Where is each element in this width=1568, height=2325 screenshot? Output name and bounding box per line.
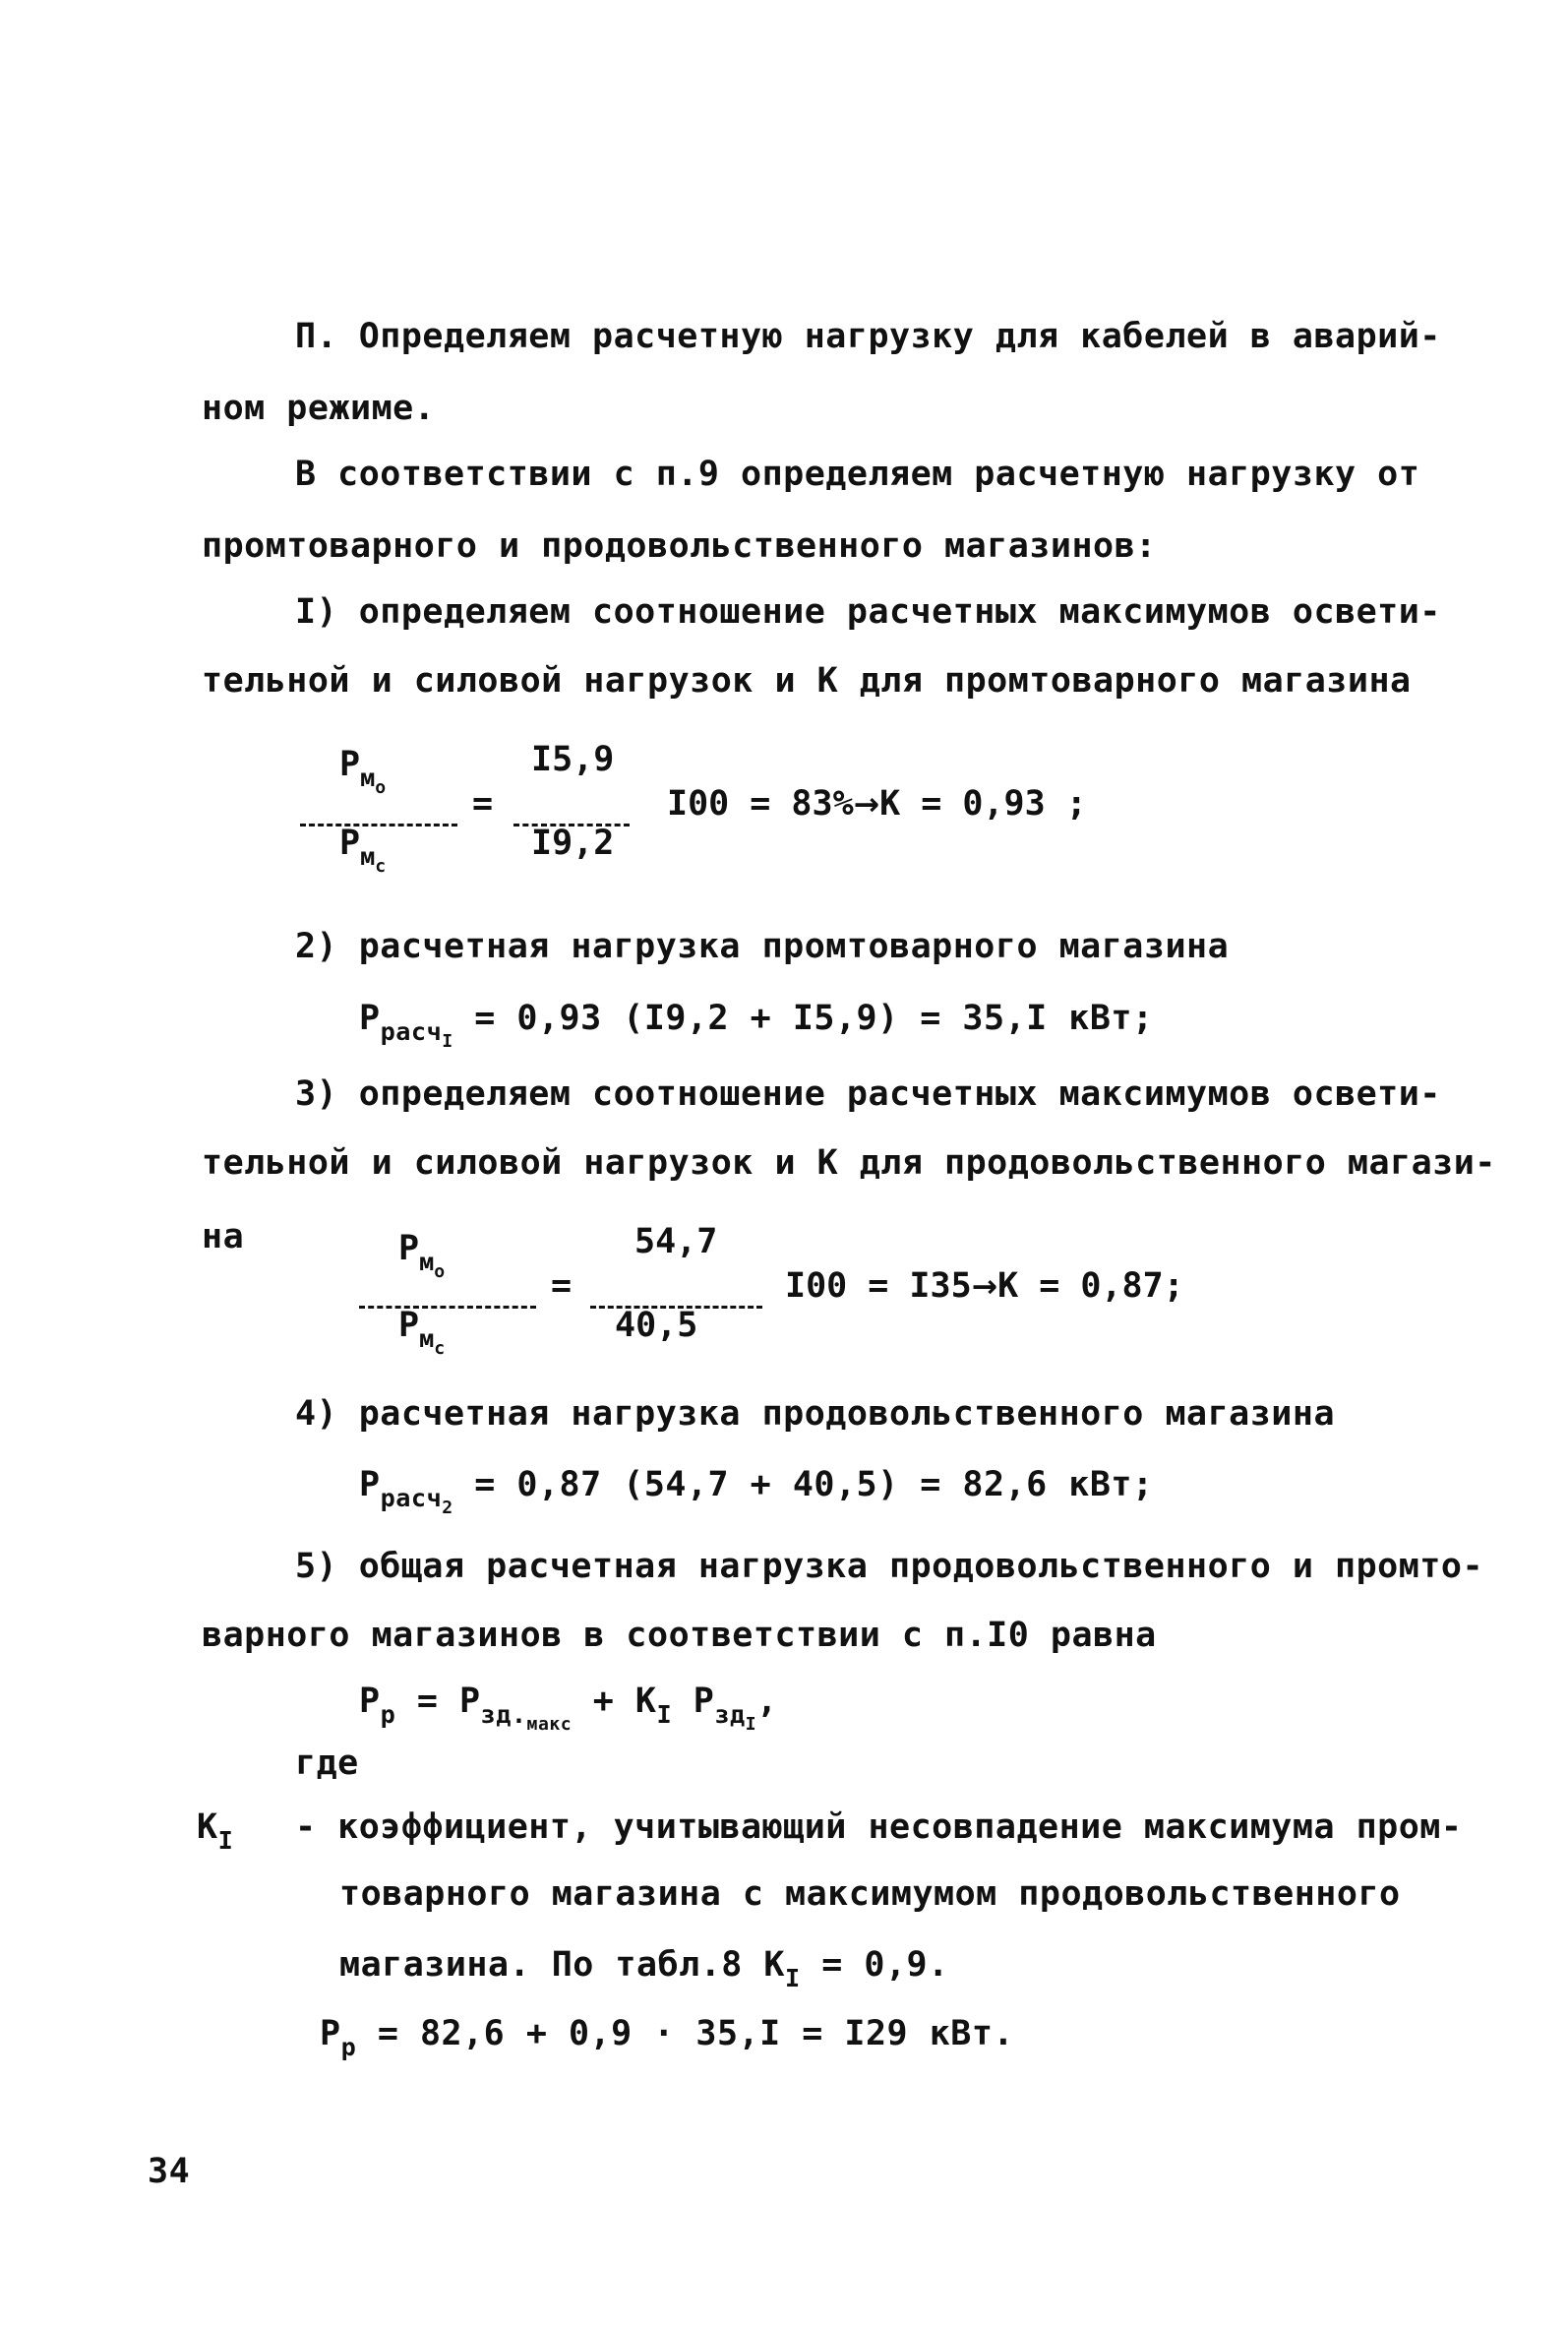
formula-1-tail: I00 = 83%→К = 0,93 ; — [667, 784, 1087, 824]
formula-total-result: $P_р = 82,6 + 0,9 \cdot 35,I = I29$ кВт. — [320, 2014, 1014, 2061]
section-heading-line-2: ном режиме. — [202, 389, 436, 428]
formula-3-lhs-numerator: $P_{м_o}$ — [398, 1229, 446, 1283]
arrow-icon: → — [853, 787, 880, 823]
formula-1-lhs-numerator: $P_{м_o}$ — [339, 745, 387, 799]
page-number: 34 — [148, 2152, 191, 2191]
intro-line-1: В соответствии с п.9 определяем расчетную нагрузку от — [295, 455, 1420, 494]
step-1-line-2: тельной и силовой нагрузок и К для промтоварного магазина — [202, 661, 1412, 701]
arrow-icon: → — [971, 1269, 998, 1305]
definition-line-2: товарного магазина с максимумом продовольственного — [339, 1874, 1401, 1914]
formula-3-lhs-denominator: $P_{м_c}$ — [398, 1306, 446, 1360]
step-3-line-1: 3) определяем соотношение расчетных максимумов освети- — [295, 1074, 1441, 1114]
intro-line-2: промтоварного и продовольственного магазинов: — [202, 526, 1157, 566]
definition-line-3: магазина. По табл.8 $К_I = 0,9$. — [339, 1945, 949, 1992]
step-3-line-2: тельной и силовой нагрузок и К для продовольственного магази- — [202, 1143, 1496, 1183]
step-2-line: 2) расчетная нагрузка промтоварного магазина — [295, 927, 1230, 966]
formula-3-lhs-bar — [359, 1281, 536, 1315]
step-3-line-3: на — [202, 1217, 245, 1256]
definition-line-1: - коэффициент, учитывающий несовпадение максимума пром- — [295, 1807, 1463, 1847]
step-1-line-1: I) определяем соотношение расчетных максимумов освети- — [295, 592, 1441, 632]
section-heading-line-1: П. Определяем расчетную нагрузку для кабелей в аварий- — [295, 317, 1441, 356]
formula-3-equals: = — [551, 1266, 573, 1306]
formula-3-tail: I00 = I35→К = 0,87; — [785, 1266, 1184, 1306]
step-5-line-1: 5) общая расчетная нагрузка продовольственного и промто- — [295, 1547, 1484, 1586]
formula-3-rhs-denominator: 40,5 — [615, 1306, 698, 1345]
formula-1-rhs-numerator: I5,9 — [531, 740, 615, 779]
definition-symbol: $К_I$ — [197, 1807, 234, 1855]
formula-load-2: $P_{расч_2} = 0,87$ (54,7 + 40,5) = 82,6 кВт; — [359, 1465, 1154, 1519]
formula-ratio-1 — [295, 738, 1180, 886]
formula-1-lhs-denominator: $P_{м_c}$ — [339, 824, 387, 878]
formula-ratio-2 — [354, 1220, 1239, 1368]
formula-1-equals: = — [472, 784, 494, 824]
step-4-line: 4) расчетная нагрузка продовольственного магазина — [295, 1394, 1336, 1434]
formula-1-rhs-denominator: I9,2 — [531, 824, 615, 863]
formula-total-general: $P_р = P_{зд._{макс}} + K_I$ $P_{зд_I}$, — [359, 1682, 778, 1736]
where-word: где — [295, 1744, 359, 1783]
formula-load-1: $P_{расч_I} = 0,93$ (I9,2 + I5,9) = 35,I кВт; — [359, 999, 1154, 1053]
step-5-line-2: варного магазинов в соответствии с п.I0 равна — [202, 1616, 1157, 1655]
formula-3-rhs-numerator: 54,7 — [634, 1222, 718, 1261]
